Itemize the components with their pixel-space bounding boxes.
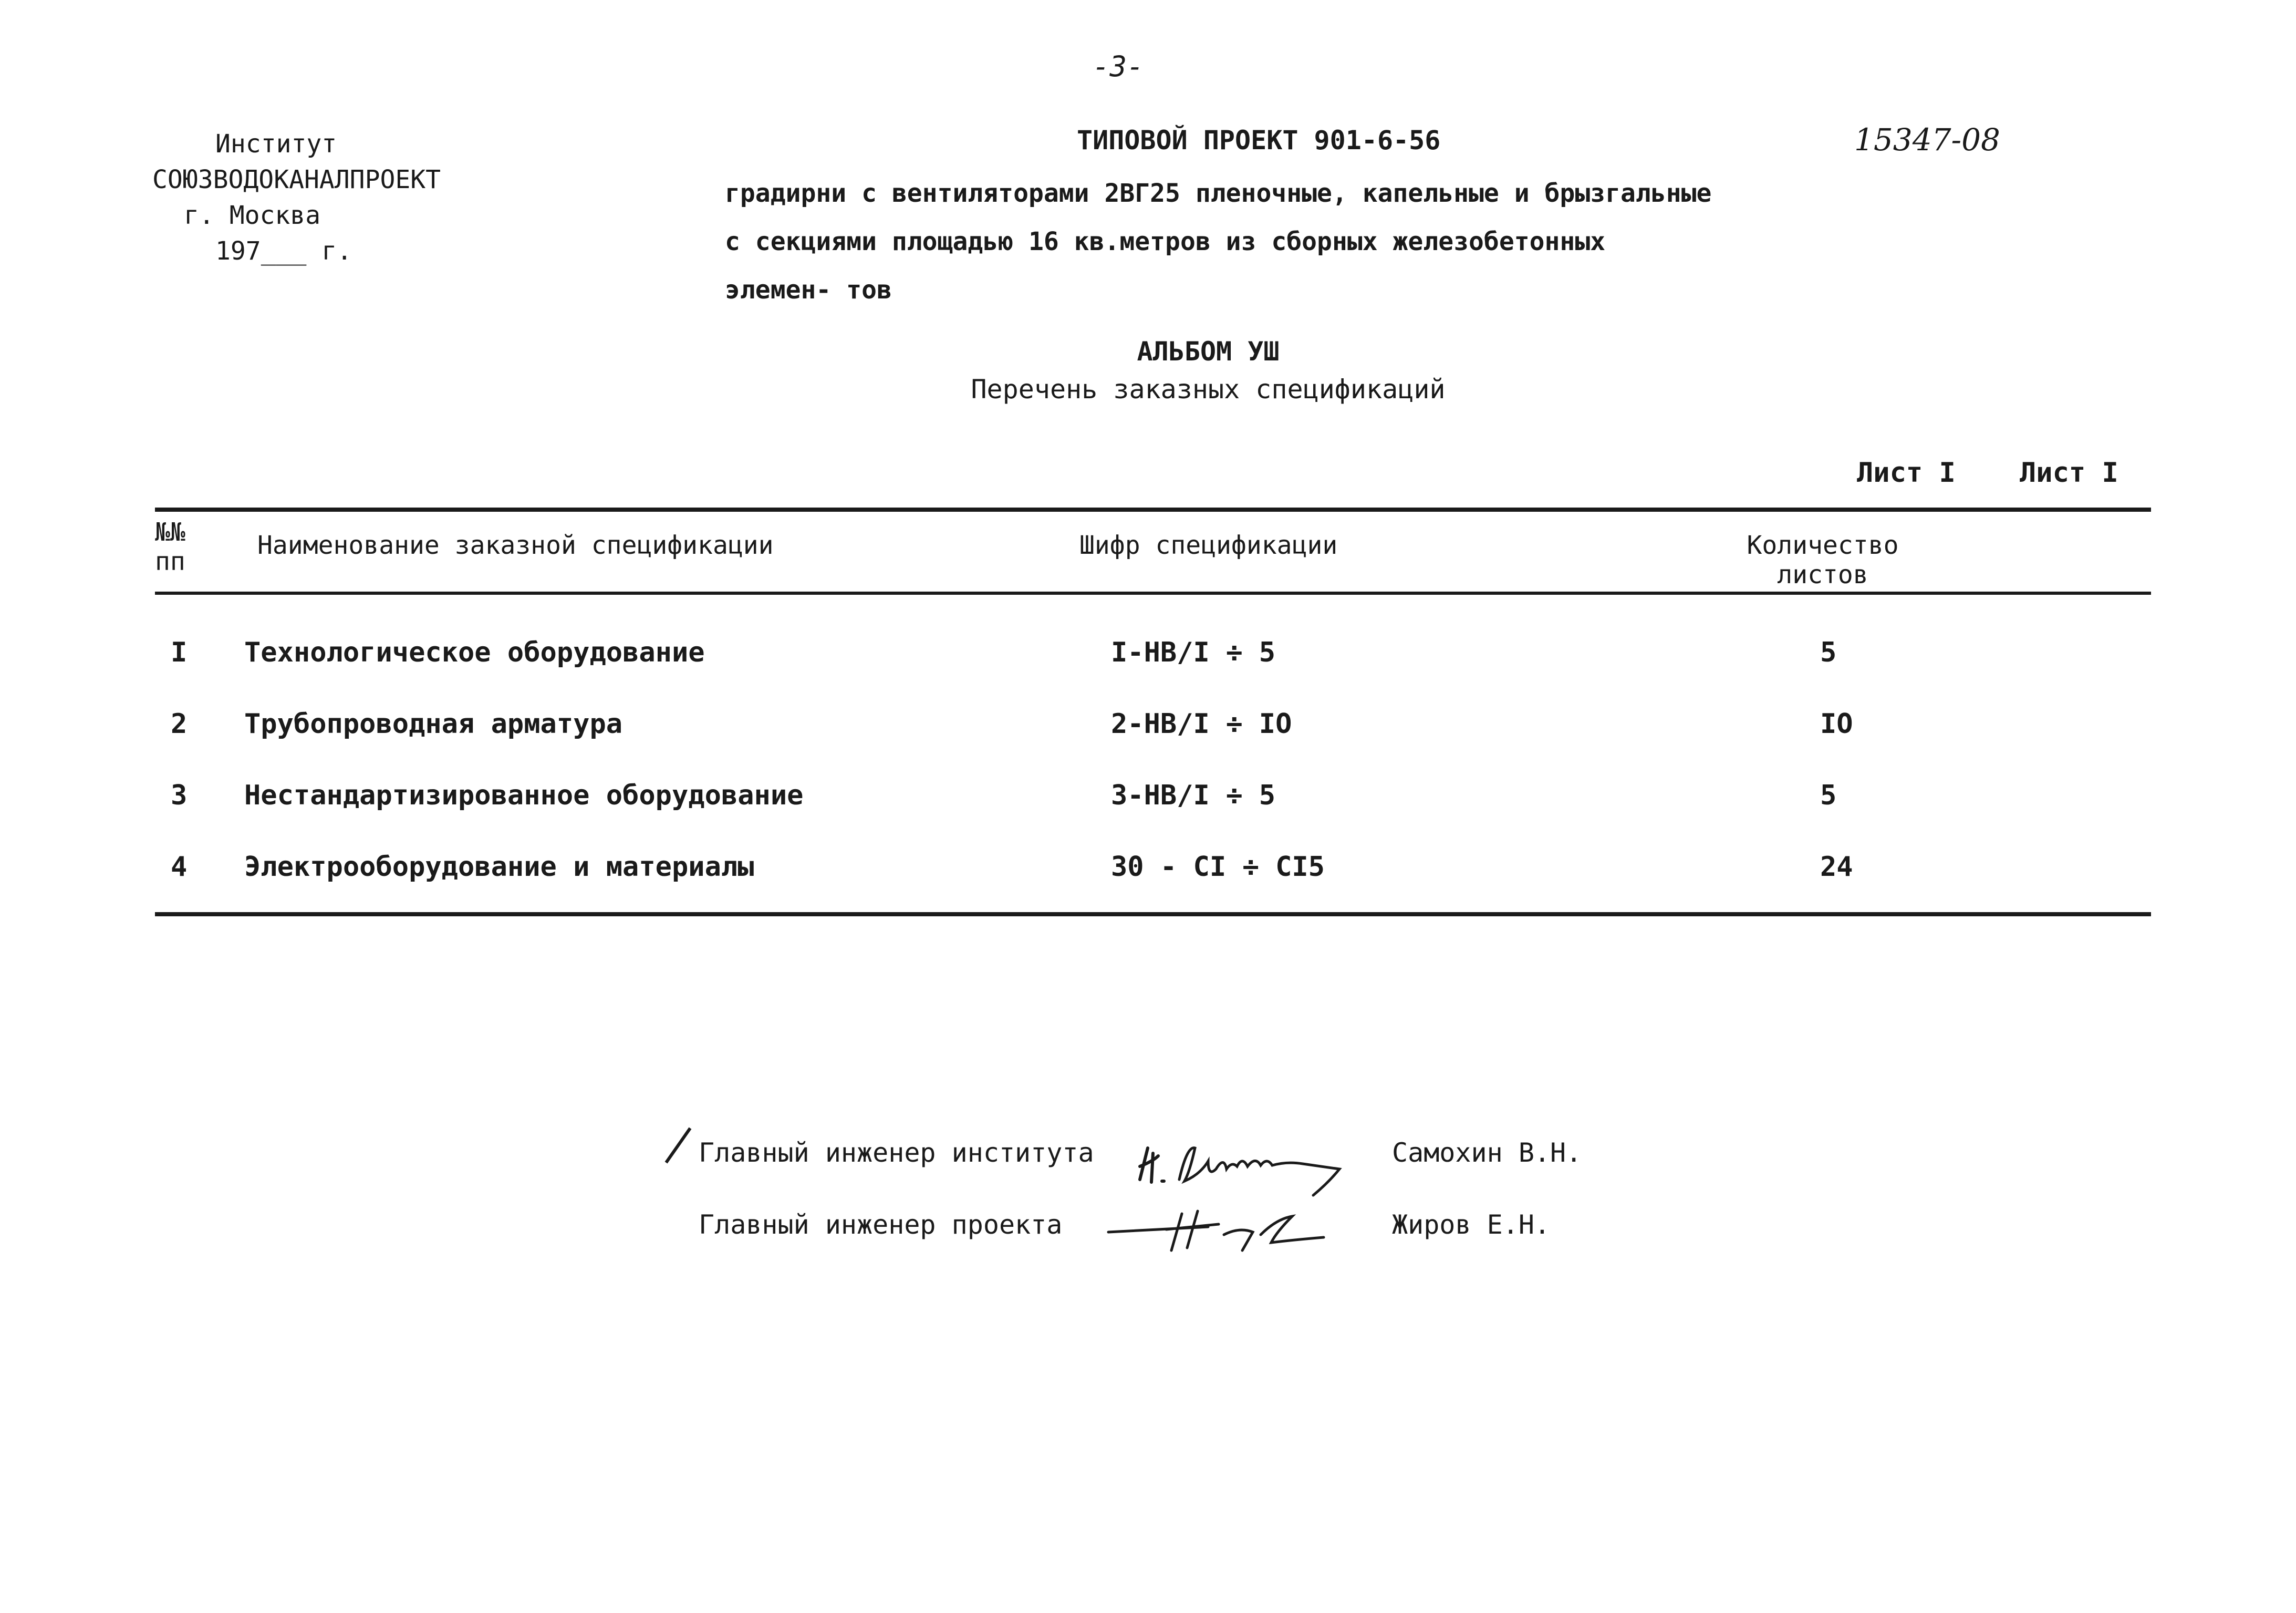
album-title: АЛЬБОМ УШ (1137, 336, 1280, 367)
table-row (0, 637, 2296, 679)
project-subject: градирни с вентиляторами 2ВГ25 пленочные, капельные и брызгальные с секциями площадью 16 кв.метров из сборных железобетонных элемен- тов (725, 179, 1712, 305)
project-code: 15347-08 (1854, 122, 2000, 158)
row-number: 4 (171, 851, 188, 883)
handwritten-signature-institute (1129, 1124, 1360, 1203)
row-code: I-НВ/I ÷ 5 (1111, 637, 1276, 668)
table-row (0, 780, 2296, 822)
header-number-line2: пп (155, 547, 185, 576)
table-bottom-rule (155, 912, 2151, 916)
header-number (155, 518, 185, 576)
sheet-label: Лист I (1857, 457, 1956, 489)
row-count: 5 (1820, 780, 1837, 811)
institute-label: Институт (215, 129, 337, 159)
row-name: Электрооборудование и материалы (244, 851, 754, 883)
sheets-total-label: Лист I (2020, 457, 2118, 489)
row-name: Нестандартизированное оборудование (244, 780, 804, 811)
row-count: 5 (1820, 637, 1837, 668)
institute-year: 197___ г. (215, 236, 352, 266)
margin-tick-mark (665, 1128, 692, 1164)
row-code: 2-НВ/I ÷ IO (1111, 708, 1292, 740)
row-number: 3 (171, 780, 188, 811)
signature-name-project: Жиров Е.Н. (1392, 1209, 1551, 1240)
table-header-rule (155, 592, 2151, 595)
row-code: 3-НВ/I ÷ 5 (1111, 780, 1276, 811)
signature-role-institute: Главный инженер института (699, 1138, 1094, 1168)
handwritten-signature-project (1103, 1203, 1345, 1256)
table-row (0, 851, 2296, 893)
signature-role-project: Главный инженер проекта (699, 1209, 1063, 1240)
institute-block (152, 126, 441, 269)
row-code: 30 - CI ÷ CI5 (1111, 851, 1325, 883)
row-number: I (171, 637, 188, 668)
row-count: IO (1820, 708, 1853, 740)
row-name: Трубопроводная арматура (244, 708, 623, 740)
header-name: Наименование заказной спецификации (257, 531, 774, 560)
project-title: ТИПОВОЙ ПРОЕКТ 901-6-56 (1077, 125, 1441, 156)
album-subtitle: Перечень заказных спецификаций (971, 374, 1446, 405)
page-number: -3- (1093, 50, 1144, 83)
table-row (0, 708, 2296, 750)
institute-name: СОЮЗВОДОКАНАЛПРОЕКТ (152, 165, 441, 194)
table-top-rule (155, 508, 2151, 512)
header-number-line1: №№ (155, 518, 185, 547)
row-name: Технологическое оборудование (244, 637, 705, 668)
row-count: 24 (1820, 851, 1853, 883)
header-count: Количество листов (1747, 531, 1899, 590)
header-code: Шифр спецификации (1079, 531, 1338, 560)
institute-city: г. Москва (184, 201, 321, 230)
signature-name-institute: Самохин В.Н. (1392, 1138, 1582, 1168)
row-number: 2 (171, 708, 188, 740)
